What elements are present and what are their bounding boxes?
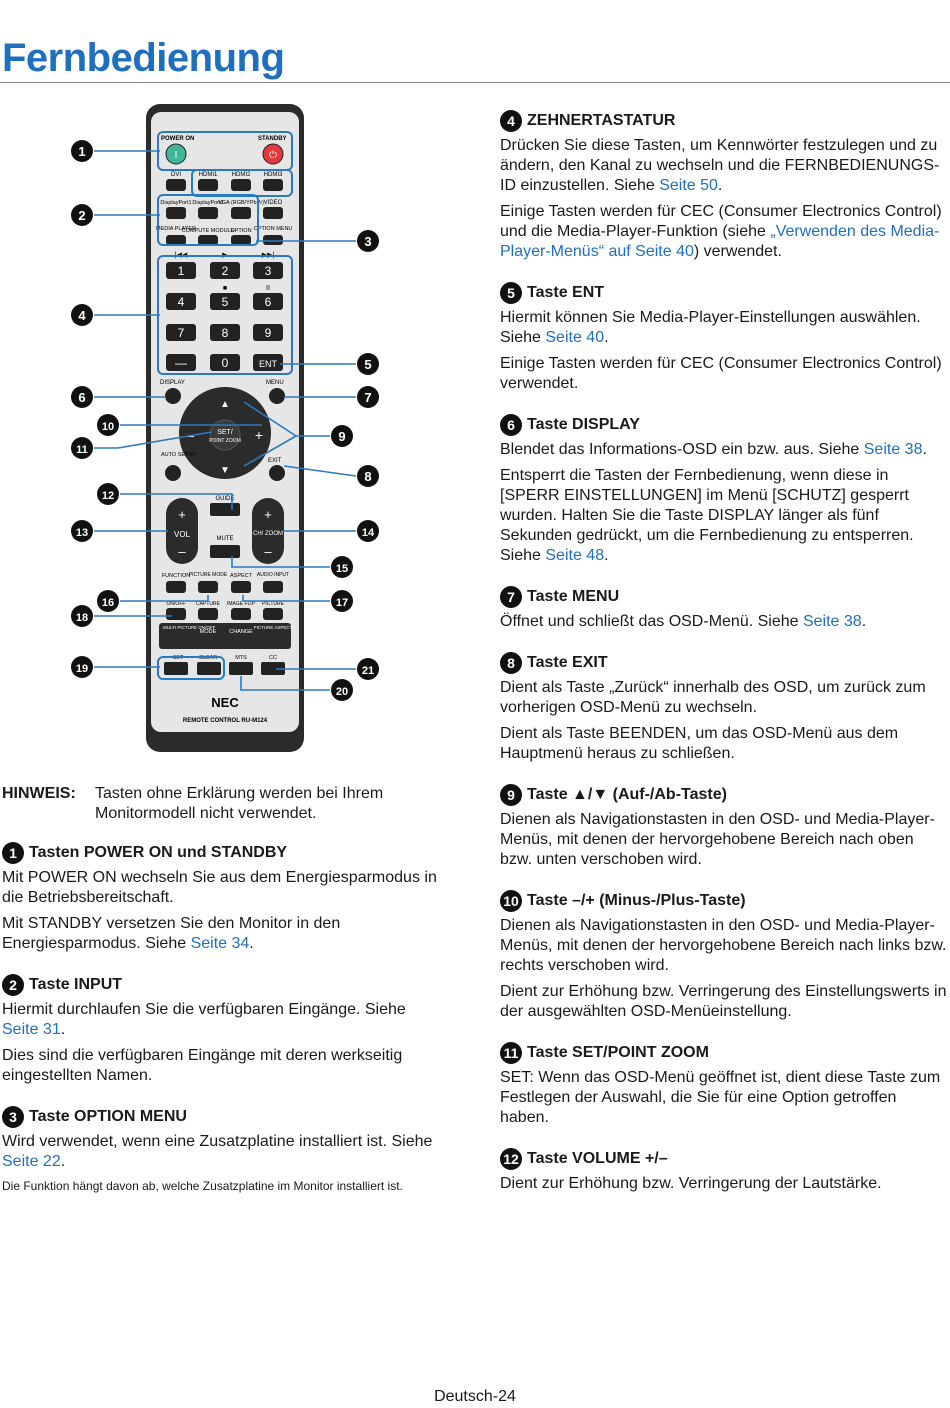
- image-flip-label: IMAGE FLIP: [226, 601, 256, 607]
- key-label-option: OPTION: [230, 228, 252, 234]
- guide-label: GUIDE: [215, 496, 235, 502]
- page-link[interactable]: „Verwenden des Media-Player-Menüs“ auf Seite 40: [500, 223, 940, 260]
- section-title: Taste SET/POINT ZOOM: [527, 1044, 709, 1061]
- exit-button: [269, 465, 285, 481]
- section-title: Taste VOLUME +/–: [527, 1150, 668, 1167]
- section-paragraph: [2, 1178, 442, 1194]
- page-link[interactable]: Seite 34: [190, 935, 250, 952]
- section-5: [500, 282, 948, 394]
- callout-number-14: 14: [361, 527, 375, 539]
- paragraph-text: Hiermit können Sie Media-Player-Einstellungen auswählen. Siehe: [500, 309, 921, 346]
- paragraph-text-end: .: [922, 441, 927, 458]
- section-11: [500, 1042, 948, 1128]
- paragraph-text-end: .: [604, 547, 609, 564]
- section-paragraph: [500, 136, 948, 196]
- key-picture-mode: [198, 581, 218, 593]
- mts-label: MTS: [235, 655, 247, 661]
- paragraph-text: Mit STANDBY versetzen Sie den Monitor in den Energiesparmodus. Siehe: [2, 915, 341, 952]
- section-paragraph: [500, 916, 948, 976]
- left-column: [2, 842, 442, 1214]
- section-number-badge: 2: [2, 974, 24, 996]
- section-paragraph: [2, 914, 442, 954]
- page-title: Fernbedienung: [2, 36, 285, 80]
- section-heading: [500, 414, 948, 436]
- key-hdmi1: [198, 179, 218, 191]
- auto-setup-label: AUTO SETUP: [161, 452, 197, 458]
- key-label-d1: 1: [177, 264, 185, 278]
- callout-number-8: 8: [364, 469, 372, 484]
- display-label: DISPLAY: [160, 380, 185, 386]
- callout-number-7: 7: [364, 390, 372, 405]
- page-link[interactable]: Seite 22: [2, 1153, 61, 1170]
- vol-plus-label: +: [178, 507, 186, 522]
- nav-down-label: ▼: [220, 465, 230, 476]
- set-label: SET/: [217, 429, 233, 436]
- section-paragraph: [500, 678, 948, 718]
- callout-number-20: 20: [335, 686, 349, 698]
- section-paragraph: [500, 612, 948, 632]
- section-paragraph: [500, 724, 948, 764]
- clear-button: [197, 662, 221, 675]
- section-heading: [2, 842, 442, 864]
- key-label-dp2: DisplayPort2: [192, 200, 224, 206]
- section-title: Taste ▲/▼ (Auf-/Ab-Taste): [527, 786, 727, 803]
- paragraph-text: Einige Tasten werden für CEC (Consumer Electronics Control) und die Media-Player-Funktion (siehe: [500, 203, 942, 240]
- key-label-d2: 2: [221, 264, 229, 278]
- mode-label: MODE: [199, 629, 217, 635]
- callout-number-19: 19: [75, 663, 89, 675]
- callout-number-10: 10: [101, 421, 115, 433]
- paragraph-text: Dient als Taste BEENDEN, um das OSD-Menü aus dem Hauptmenü heraus zu schließen.: [500, 725, 899, 762]
- key-label-hdmi3: HDMI3: [263, 172, 283, 178]
- callout-number-11: 11: [76, 444, 88, 456]
- section-paragraph: [500, 354, 948, 394]
- remote-brand: NEC: [211, 695, 239, 710]
- key-compute-module: [198, 235, 218, 245]
- key-dp1: [166, 207, 186, 219]
- paragraph-text: Dies sind die verfügbaren Eingänge mit deren werkseitig eingestellten Namen.: [2, 1047, 403, 1084]
- audio-input-label: AUDIO INPUT: [256, 572, 290, 578]
- callout-number-9: 9: [338, 429, 346, 444]
- menu-label: MENU: [266, 380, 284, 386]
- key-label-dp1: DisplayPort1: [160, 200, 192, 206]
- key-option-menu: [263, 235, 283, 245]
- section-10: [500, 890, 948, 1022]
- section-2: [2, 974, 442, 1086]
- key-label-hdmi1: HDMI1: [198, 172, 218, 178]
- menu-button: [269, 388, 285, 404]
- paragraph-text: Dient zur Erhöhung bzw. Verringerung der Lautstärke.: [500, 1175, 882, 1192]
- section-title: Taste MENU: [527, 588, 620, 605]
- paragraph-text: Hiermit durchlaufen Sie die verfügbaren Eingänge. Siehe: [2, 1001, 406, 1018]
- section-4: [500, 110, 948, 262]
- key-function: [166, 581, 186, 593]
- section-1: [2, 842, 442, 954]
- section-number-badge: 11: [500, 1042, 522, 1064]
- paragraph-text: Dient als Taste „Zurück“ innerhalb des OSD, um zurück zum vorherigen OSD-Menü zu wechseln.: [500, 679, 926, 716]
- key-aspect: [231, 581, 251, 593]
- key-label-d9: 9: [264, 326, 272, 340]
- page-link[interactable]: Seite 40: [545, 329, 605, 346]
- key-label-d7: 7: [177, 326, 185, 340]
- section-paragraph: [500, 202, 948, 262]
- picture-aspect-label: PICTURE ASPECT: [253, 625, 293, 630]
- title-rule: [0, 82, 950, 83]
- section-title: Taste DISPLAY: [527, 416, 640, 433]
- section-heading: [500, 784, 948, 806]
- section-paragraph: [2, 1132, 442, 1172]
- key-label-compute-module: COMPUTE MODULE: [181, 228, 235, 234]
- section-number-badge: 12: [500, 1148, 522, 1170]
- paragraph-text-end: .: [861, 613, 867, 630]
- nav-up-label: ▲: [220, 399, 230, 410]
- paragraph-text-end: .: [60, 1153, 66, 1170]
- paragraph-text: Entsperrt die Tasten der Fernbedienung, wenn diese in [SPERR EINSTELLUNGEN] im Menü [SCHUTZ] gesperrt wurden. Halten Sie die Taste DISPLAY länger als fünf Sekunden gedrückt, um die Fernbedienung zu entsperren. Siehe: [500, 467, 914, 564]
- point-zoom-label: POINT ZOOM: [209, 438, 241, 444]
- paragraph-text-end: .: [717, 177, 723, 194]
- callout-number-6: 6: [78, 390, 86, 405]
- section-number-badge: 5: [500, 282, 522, 304]
- set-button: [164, 662, 188, 675]
- section-title: Taste –/+ (Minus-/Plus-Taste): [527, 892, 746, 909]
- section-7: [500, 586, 948, 632]
- key-label-vga: VGA (RGB/YPbPr): [218, 200, 264, 206]
- key-media-player: [166, 235, 186, 245]
- change-label: CHANGE: [229, 629, 253, 635]
- nav-minus-label: –: [186, 427, 194, 443]
- section-paragraph: [2, 1046, 442, 1086]
- hint-text: Tasten ohne Erklärung werden bei Ihrem Monitormodell nicht verwendet.: [95, 785, 384, 822]
- paragraph-text-end: .: [604, 329, 609, 346]
- page-link[interactable]: Seite 38: [863, 441, 923, 458]
- paragraph-text-end: ) verwendet.: [693, 243, 782, 260]
- key-label-d3: 3: [264, 264, 272, 278]
- page-link[interactable]: Seite 48: [545, 547, 605, 564]
- section-heading: [500, 890, 948, 912]
- section-heading: [500, 1148, 948, 1170]
- hint-note: [2, 784, 442, 824]
- key-label-option-menu: OPTION MENU: [253, 226, 293, 232]
- section-paragraph: [500, 440, 948, 460]
- section-paragraph: [2, 1000, 442, 1040]
- paragraph-text: SET: Wenn das OSD-Menü geöffnet ist, dient diese Taste zum Festlegen der Auswahl, die Sie für eine Option getroffen haben.: [500, 1069, 941, 1126]
- power-on-symbol: I: [174, 150, 178, 161]
- callout-number-5: 5: [364, 357, 372, 372]
- callout-number-3: 3: [364, 234, 372, 249]
- section-heading: [500, 110, 948, 132]
- section-heading: [500, 1042, 948, 1064]
- key-label-pause: II: [266, 285, 270, 292]
- key-audio-input: [263, 581, 283, 593]
- section-number-badge: 6: [500, 414, 522, 436]
- paragraph-text: Wird verwendet, wenn eine Zusatzplatine installiert ist. Siehe: [2, 1133, 433, 1150]
- page-link[interactable]: Seite 38: [802, 613, 862, 630]
- nav-plus-label: +: [254, 427, 264, 443]
- key-label-next: ▶▶|: [261, 252, 275, 259]
- paragraph-text-end: .: [249, 935, 254, 952]
- section-heading: [500, 282, 948, 304]
- paragraph-text: Öffnet und schließt das OSD-Menü. Siehe: [500, 613, 803, 630]
- remote-model: REMOTE CONTROL RU-M124: [182, 718, 268, 724]
- aspect-label: ASPECT: [229, 573, 253, 579]
- paragraph-text-end: .: [60, 1021, 66, 1038]
- paragraph-text: Dient zur Erhöhung bzw. Verringerung des Einstellungswerts in der ausgewählten OSD-Menüeinstellung.: [500, 983, 947, 1020]
- section-paragraph: [500, 308, 948, 348]
- standby-symbol: ⏻: [269, 150, 277, 161]
- key-vga: [231, 207, 251, 219]
- paragraph-text: Drücken Sie diese Tasten, um Kennwörter festzulegen und zu ändern, den Kanal zu wechseln und die FERNBEDIENUNGS-ID einzustellen. Siehe: [500, 137, 940, 194]
- key-label-d0: 0: [221, 356, 229, 370]
- paragraph-text: Dienen als Navigationstasten in den OSD- und Media-Player-Menüs, mit denen der hervorgehobene Bereich nach links bzw. rechts verschoben wird.: [500, 917, 947, 974]
- section-title: Taste EXIT: [527, 654, 608, 671]
- section-number-badge: 8: [500, 652, 522, 674]
- paragraph-text: Einige Tasten werden für CEC (Consumer Electronics Control) verwendet.: [500, 355, 942, 392]
- callout-number-15: 15: [335, 563, 349, 575]
- remote-control-illustration: [0, 95, 440, 755]
- section-paragraph: [500, 810, 948, 870]
- picture-mode-label: PICTURE MODE: [188, 572, 228, 578]
- section-number-badge: 10: [500, 890, 522, 912]
- section-title: Tasten POWER ON und STANDBY: [29, 844, 288, 861]
- key-option: [231, 235, 251, 245]
- standby-label: STANDBY: [258, 136, 287, 142]
- key-label-dash: —: [175, 356, 187, 370]
- mute-label: MUTE: [216, 536, 234, 542]
- section-number-badge: 4: [500, 110, 522, 132]
- key-capture: [198, 608, 218, 620]
- callout-number-13: 13: [75, 527, 89, 539]
- section-number-badge: 3: [2, 1106, 24, 1128]
- auto-setup-button: [165, 465, 181, 481]
- callout-number-18: 18: [75, 612, 89, 624]
- page-link[interactable]: Seite 50: [659, 177, 718, 194]
- callout-number-16: 16: [101, 597, 115, 609]
- key-label-d8: 8: [221, 326, 229, 340]
- hint-label: HINWEIS:: [2, 785, 76, 802]
- vol-label: VOL: [173, 530, 191, 539]
- right-column: [500, 110, 948, 1214]
- paragraph-text: Die Funktion hängt davon ab, welche Zusatzplatine im Monitor installiert ist.: [2, 1179, 403, 1193]
- section-heading: [500, 586, 948, 608]
- page-footer: Deutsch-24: [434, 1388, 516, 1405]
- section-title: Taste OPTION MENU: [29, 1108, 187, 1125]
- callout-number-4: 4: [78, 308, 86, 323]
- key-dvi: [166, 179, 186, 191]
- key-still-onoff: [166, 608, 186, 620]
- key-label-media-player: MEDIA PLAYER: [156, 226, 196, 232]
- key-image-flip: [231, 608, 251, 620]
- section-paragraph: [500, 1068, 948, 1128]
- function-label: FUNCTION: [161, 573, 191, 579]
- callout-number-12: 12: [101, 490, 115, 502]
- paragraph-text: Dienen als Navigationstasten in den OSD- und Media-Player-Menüs, mit denen der hervorgehobene Bereich nach oben bzw. unten verschoben wird.: [500, 811, 935, 868]
- section-title: Taste ENT: [527, 284, 605, 301]
- mute-button: [210, 545, 240, 558]
- section-12: [500, 1148, 948, 1194]
- key-label-d4: 4: [177, 295, 185, 309]
- set-button-label: SET: [172, 655, 184, 661]
- key-label-play: ▶: [222, 252, 228, 259]
- key-label-d6: 6: [264, 295, 272, 309]
- callout-number-17: 17: [335, 597, 349, 609]
- key-label-dvi: DVI: [170, 172, 182, 178]
- section-paragraph: [500, 466, 948, 566]
- clear-label: CLEAR: [198, 655, 218, 661]
- ch-minus-label: –: [264, 544, 272, 559]
- paragraph-text: Mit POWER ON wechseln Sie aus dem Energiesparmodus in die Betriebsbereitschaft.: [2, 869, 437, 906]
- section-number-badge: 1: [2, 842, 24, 864]
- mts-button: [229, 662, 253, 675]
- section-number-badge: 9: [500, 784, 522, 806]
- key-label-d5: 5: [221, 295, 229, 309]
- display-button: [165, 388, 181, 404]
- section-paragraph: [500, 982, 948, 1022]
- guide-button: [210, 503, 240, 516]
- section-9: [500, 784, 948, 870]
- section-number-badge: 7: [500, 586, 522, 608]
- vol-minus-label: –: [178, 544, 186, 559]
- power-on-label: POWER ON: [161, 136, 195, 142]
- key-label-prev: |◀◀: [174, 252, 188, 259]
- section-paragraph: [2, 868, 442, 908]
- key-label-stop: ■: [222, 285, 228, 292]
- key-dp2: [198, 207, 218, 219]
- callout-number-2: 2: [78, 208, 86, 223]
- key-label-hdmi2: HDMI2: [231, 172, 251, 178]
- capture-label: CAPTURE: [196, 601, 220, 607]
- key-video: [263, 207, 283, 219]
- callout-number-1: 1: [78, 144, 86, 159]
- section-title: ZEHNERTASTATUR: [527, 112, 676, 129]
- key-label-ent: ENT: [259, 359, 277, 369]
- multi-picture-onoff-label: MULTI PICTURE ON/OFF: [163, 625, 216, 630]
- key-hdmi3: [263, 179, 283, 191]
- section-heading: [2, 974, 442, 996]
- key-label-video: VIDEO: [263, 200, 283, 206]
- page-link[interactable]: Seite 31: [2, 1021, 61, 1038]
- active-picture-label: PICTURE: [262, 601, 284, 607]
- section-3: [2, 1106, 442, 1194]
- section-title: Taste INPUT: [29, 976, 123, 993]
- cc-label: CC: [269, 655, 277, 661]
- callout-number-21: 21: [361, 665, 375, 677]
- section-heading: [500, 652, 948, 674]
- paragraph-text: Blendet das Informations-OSD ein bzw. aus. Siehe: [500, 441, 864, 458]
- section-heading: [2, 1106, 442, 1128]
- key-active-picture: [263, 608, 283, 620]
- exit-label: EXIT: [268, 458, 282, 464]
- still-onoff-label: ON/OFF: [166, 601, 186, 607]
- key-hdmi2: [231, 179, 251, 191]
- section-paragraph: [500, 1174, 948, 1194]
- ch-zoom-label: CH/ ZOOM: [253, 531, 283, 537]
- section-6: [500, 414, 948, 566]
- ch-plus-label: +: [264, 507, 272, 522]
- section-8: [500, 652, 948, 764]
